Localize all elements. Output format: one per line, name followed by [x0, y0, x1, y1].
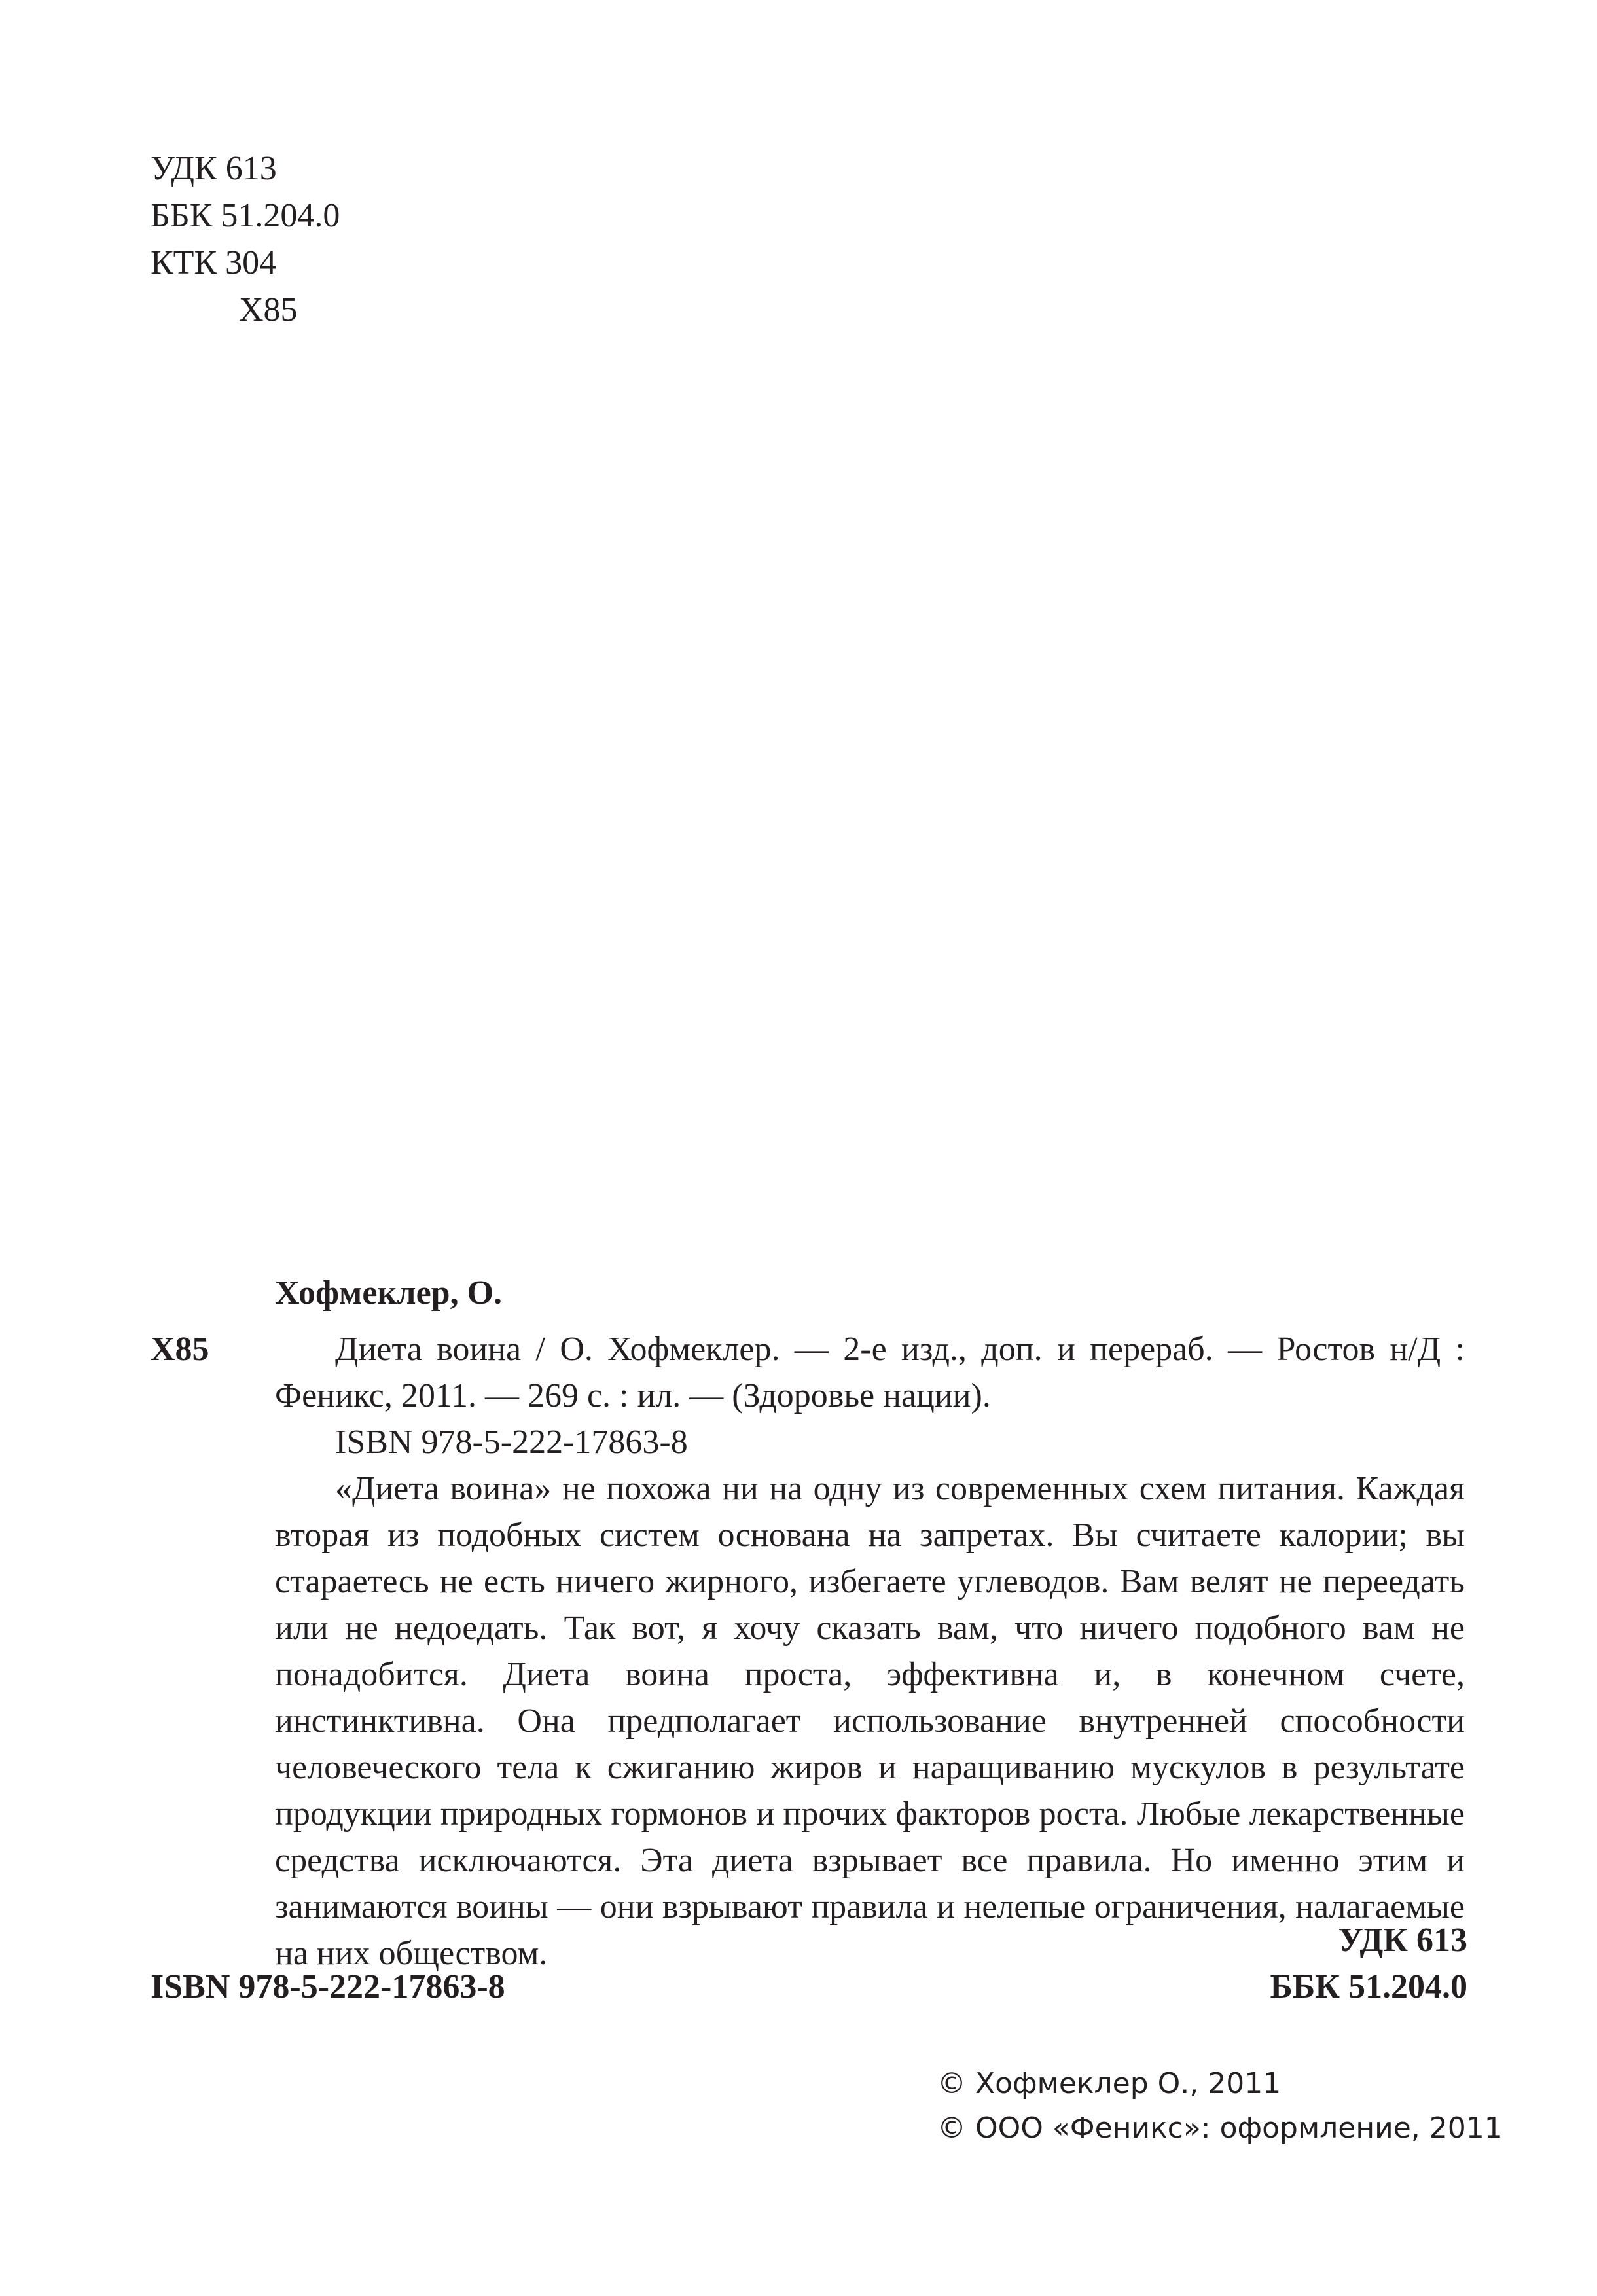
bottom-bbk: ББК 51.204.0: [1270, 1968, 1467, 2005]
author-mark: Х85: [239, 291, 298, 329]
author-heading: Хофмеклер, О.: [275, 1274, 503, 1312]
ktk-code: КТК 304: [151, 244, 277, 281]
bottom-udk: УДК 613: [1338, 1922, 1467, 1959]
card-author-mark: Х85: [151, 1331, 209, 1368]
bottom-isbn: ISBN 978-5-222-17863-8: [151, 1968, 505, 2005]
classification-codes: [151, 145, 340, 334]
udk-code: УДК 613: [151, 150, 277, 187]
annotation: «Диета воина» не похожа ни на одну из современных схем питания. Каждая вторая из подобных систем основана на запретах. Вы считаете калории; вы стараетесь не есть ничего жирного, избегаете углеводов. Вам велят не переедать или не недоедать. Так вот, я хочу сказать вам, что ничего подобного вам не понадобится. Диета воина проста, эффективна и, в конечном счете, инстинктивна. Она предполагает использование внутренней способности человеческого тела к сжиганию жиров и наращиванию мускулов в результате продукции природных гормонов и прочих факторов роста. Любые лекарственные средства исключаются. Эта диета взрывает все правила. Но именно этим и занимаются воины — они взрывают правила и нелепые ограничения, налагаемые на них обществом.: [275, 1470, 1465, 1972]
bottom-classification: [1270, 1917, 1467, 2010]
card-isbn: ISBN 978-5-222-17863-8: [335, 1424, 688, 1461]
bibliographic-description: Диета воина / О. Хофмеклер. — 2-е изд., доп. и перераб. — Ростов н/Д : Феникс, 2011. — 269 с. : ил. — (Здоровье нации).: [275, 1331, 1465, 1414]
copyright-publisher: © ООО «Феникс»: оформление, 2011: [937, 2111, 1503, 2145]
bbk-code: ББК 51.204.0: [151, 197, 340, 234]
card-body: [275, 1326, 1465, 1977]
copyright-author: © Хофмеклер О., 2011: [937, 2067, 1282, 2100]
copyright-block: [937, 2062, 1503, 2151]
